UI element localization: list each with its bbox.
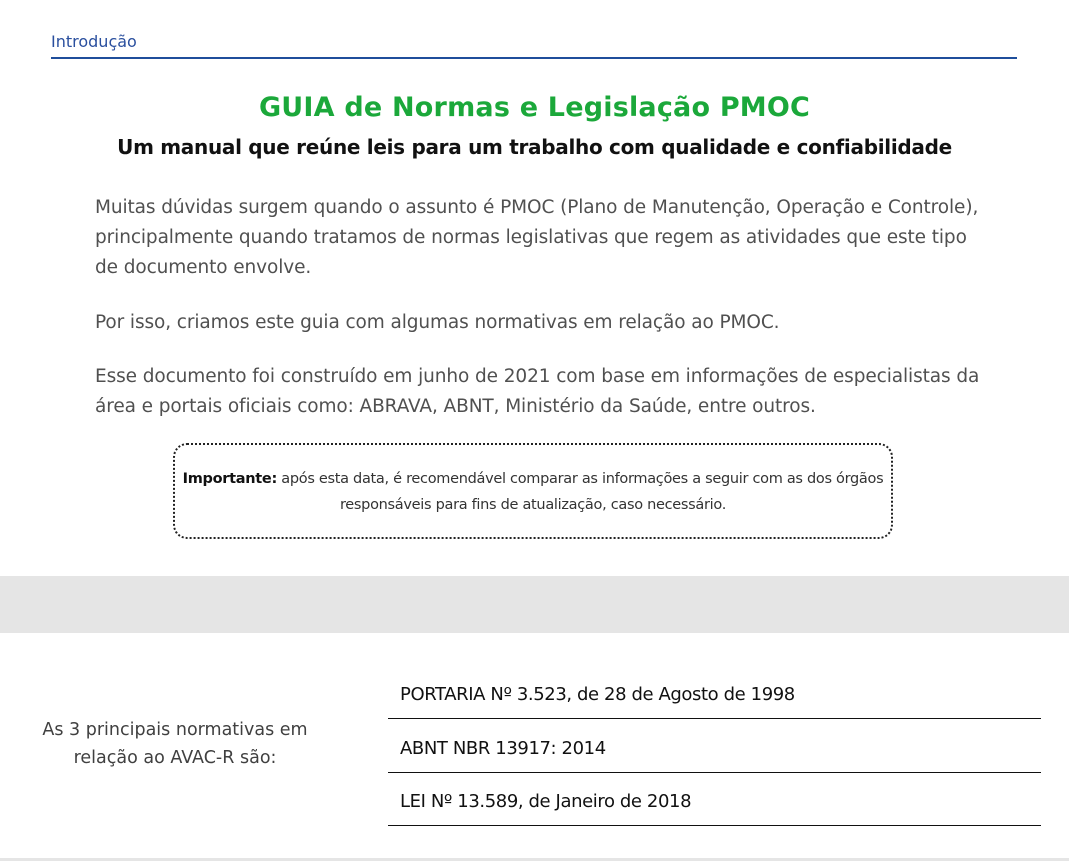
section-label: Introdução	[51, 32, 137, 51]
intro-paragraph-3: Esse documento foi construído em junho de 2021 com base em informações de especialistas da área e portais oficiais como: ABRAVA, ABNT, Ministério da Saúde, entre outros.	[95, 366, 980, 417]
page-title: GUIA de Normas e Legislação PMOC	[258, 92, 811, 123]
norm-item	[388, 719, 1041, 773]
section-divider-band	[0, 576, 1069, 633]
norms-intro-text: As 3 principais normativas em relação ao AVAC-R são:	[42, 720, 308, 768]
norm-item-label: ABNT NBR 13917: 2014	[400, 738, 606, 759]
page-subtitle: Um manual que reúne leis para um trabalho com qualidade e confiabilidade	[117, 135, 952, 159]
section-header	[51, 30, 1017, 59]
norm-item	[388, 773, 1041, 826]
norm-item-label: LEI Nº 13.589, de Janeiro de 2018	[400, 791, 692, 812]
norms-list	[388, 665, 1041, 826]
norm-item	[388, 665, 1041, 719]
intro-paragraph-1: Muitas dúvidas surgem quando o assunto é PMOC (Plano de Manutenção, Operação e Controle), principalmente quando tratamos de normas legislativas que regem as atividades que este tipo de documento envolve.	[95, 197, 979, 278]
important-notice-box	[173, 443, 893, 539]
norm-item-label: PORTARIA Nº 3.523, de 28 de Agosto de 1998	[400, 684, 795, 705]
intro-paragraph-2: Por isso, criamos este guia com algumas normativas em relação ao PMOC.	[95, 312, 780, 333]
notice-label: Importante:	[182, 471, 277, 487]
notice-text: após esta data, é recomendável comparar as informações a seguir com as dos órgãos responsáveis para fins de atualização, caso necessário.	[276, 471, 884, 513]
